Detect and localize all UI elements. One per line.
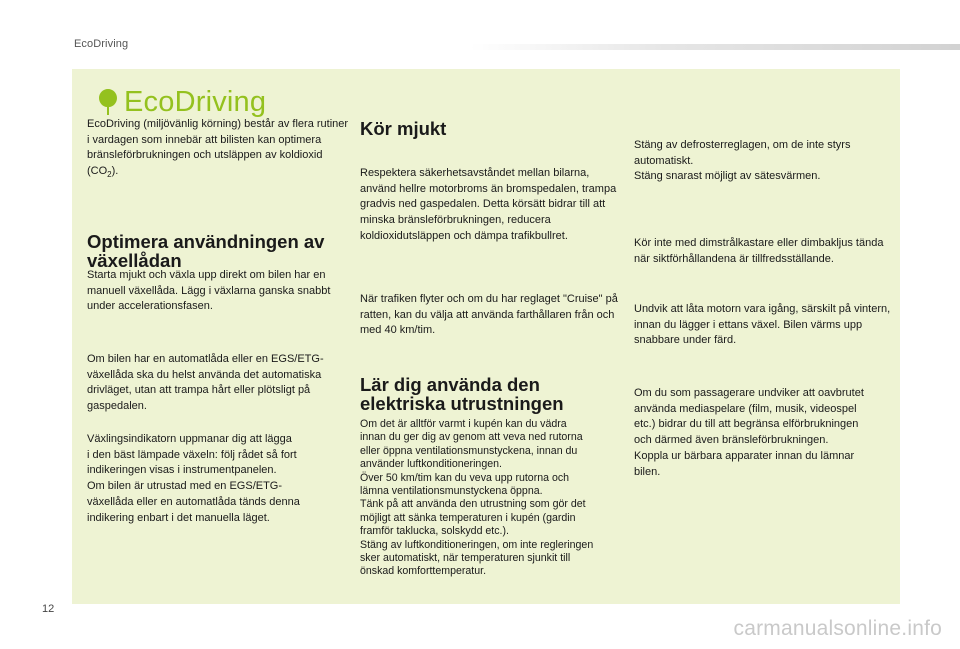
site-watermark: carmanualsonline.info (733, 617, 942, 640)
page-number: 12 (42, 603, 55, 615)
optimize-paragraph-1: Starta mjukt och växla upp direkt om bilen har en manuell växellåda. Lägg i växlarna ganska snabbt under accelerationsfasen. (87, 269, 331, 313)
optimize-paragraph-2: Om bilen har en automatlåda eller en EGS/ETG-växellåda ska du helst använda det automatiska drivläget, utan att trampa hårt eller plötsligt på gaspedalen. (87, 353, 324, 413)
optimize-paragraph-3: Växlingsindikatorn uppmanar dig att lägga i den bäst lämpade växeln: följ rådet så fort indikeringen visas i instrumentpanelen. Om bilen är utrustad med en EGS/ETG- växellåda eller en automatlåda tänds denna indikering enbart i det manuella läget. (87, 433, 300, 524)
intro-paragraph: EcoDriving (miljövänlig körning) består av flera rutiner i vardagen som innebär att bilisten kan optimera bränsleförbrukningen och utsläppen av koldioxid $(CO_2)$. (87, 118, 349, 180)
defroster-paragraph: Stäng av defrosterreglagen, om de inte styrs automatiskt. Stäng snarast möjligt av sätesvärmen. (634, 139, 851, 183)
logo-text: EcoDriving (124, 85, 267, 118)
optimize-heading: Optimera användningen av växellådan (87, 231, 325, 271)
electric-paragraph: Om det är alltför varmt i kupén kan du vädra innan du ger dig av genom att veva ned rutorna eller öppna ventilationsmunstyckena, innan du använder luftkonditioneringen. Över 50 km/tim kan du veva upp rutorna och lämna ventilationsmunstyckena öppna. Tänk på att använda den utrustning som gör det möjligt att sänka temperaturen i kupén (gardin framför taklucka, solskydd etc.). Stäng av luftkonditioneringen, om inte regleringen sker automatiskt, när temperaturen sjunkit till önskad komforttemperatur. (360, 418, 594, 578)
leaf-tree-icon (98, 88, 118, 116)
smooth-paragraph-1: Respektera säkerhetsavståndet mellan bilarna, använd hellre motorbroms än bromspedalen, trampa gradvis ned gaspedalen. Detta körsätt bidrar till att minska bränsleförbrukningen, reducera koldioxidutsläppen och dämpa trafikbullret. (360, 167, 617, 242)
section-header-title: EcoDriving (74, 38, 129, 50)
ecodriving-logo (98, 86, 266, 118)
fog-lights-paragraph: Kör inte med dimstrålkastare eller dimbakljus tända när siktförhållandena är tillfredsställande. (634, 237, 884, 265)
electric-heading: Lär dig använda den elektriska utrustningen (360, 374, 564, 414)
smooth-heading: Kör mjukt (360, 118, 447, 139)
smooth-paragraph-2: När trafiken flyter och om du har reglaget "Cruise" på ratten, kan du välja att använda farthållaren från och med 40 km/tim. (360, 293, 618, 337)
passenger-media-paragraph: Om du som passagerare undviker att oavbrutet använda mediaspelare (film, musik, videospel etc.) bidrar du till att begränsa elförbrukningen och därmed även bränsleförbrukningen. Koppla ur bärbara apparater innan du lämnar bilen. (634, 387, 864, 478)
engine-idle-paragraph: Undvik att låta motorn vara igång, särskilt på vintern, innan du lägger i ettans växel. Bilen värms upp snabbare under färd. (634, 303, 891, 347)
header-gradient-bar (470, 44, 960, 50)
